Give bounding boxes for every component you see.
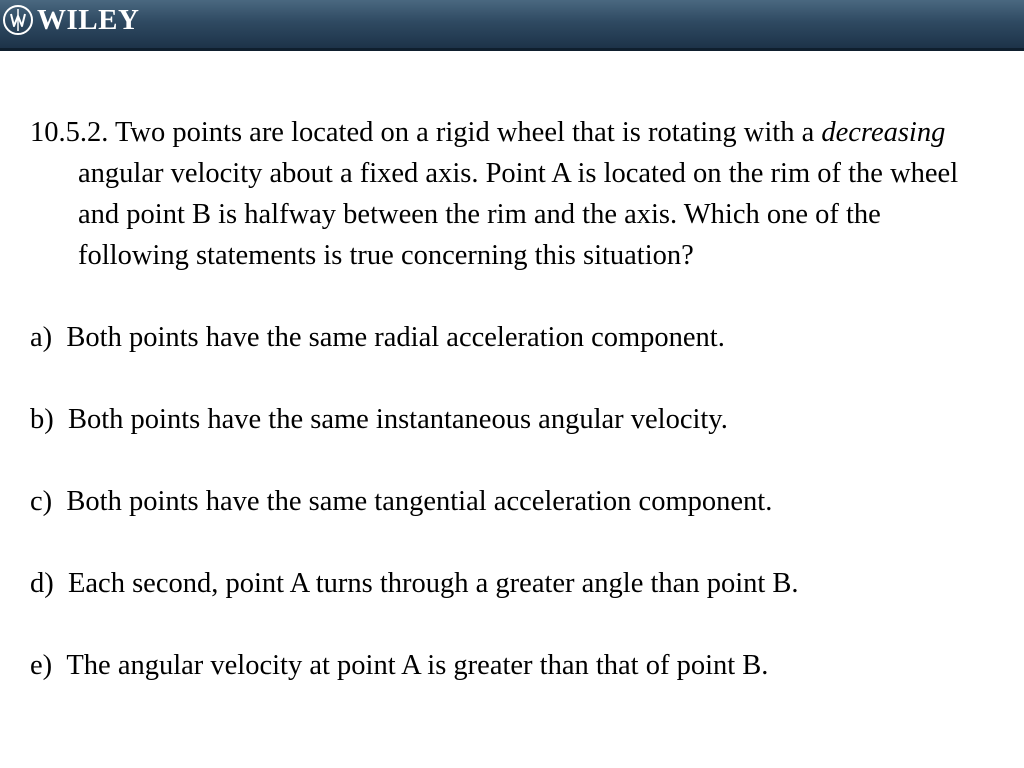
- wiley-seal-icon: [2, 4, 34, 36]
- slide-content: [30, 112, 990, 686]
- question-number: 10.5.2.: [30, 117, 109, 148]
- option-letter: d): [30, 568, 54, 599]
- option-letter: c): [30, 486, 53, 517]
- option-a: [30, 317, 990, 358]
- option-text: Both points have the same tangential acceleration component.: [66, 486, 773, 517]
- option-text: Both points have the same radial acceleration component.: [66, 322, 725, 353]
- option-b: [30, 399, 990, 440]
- question-text: [30, 112, 990, 276]
- option-text: Each second, point A turns through a greater angle than point B.: [68, 568, 799, 599]
- option-letter: a): [30, 322, 53, 353]
- wiley-logo: [2, 4, 139, 36]
- question-emphasis: decreasing: [821, 117, 946, 148]
- option-c: [30, 481, 990, 522]
- option-d: [30, 563, 990, 604]
- option-text: The angular velocity at point A is greater than that of point B.: [66, 650, 769, 681]
- question-text-before: Two points are located on a rigid wheel that is rotating with a: [108, 117, 822, 148]
- question-text-after: angular velocity about a fixed axis. Point A is located on the rim of the wheel and point B is halfway between the rim and the axis. Which one of the following statements is true concerning this situation?: [78, 158, 959, 271]
- option-letter: e): [30, 650, 53, 681]
- option-e: [30, 645, 990, 686]
- header-bar: [0, 0, 1024, 51]
- option-letter: b): [30, 404, 54, 435]
- option-text: Both points have the same instantaneous angular velocity.: [68, 404, 728, 435]
- logo-text: WILEY: [37, 4, 140, 36]
